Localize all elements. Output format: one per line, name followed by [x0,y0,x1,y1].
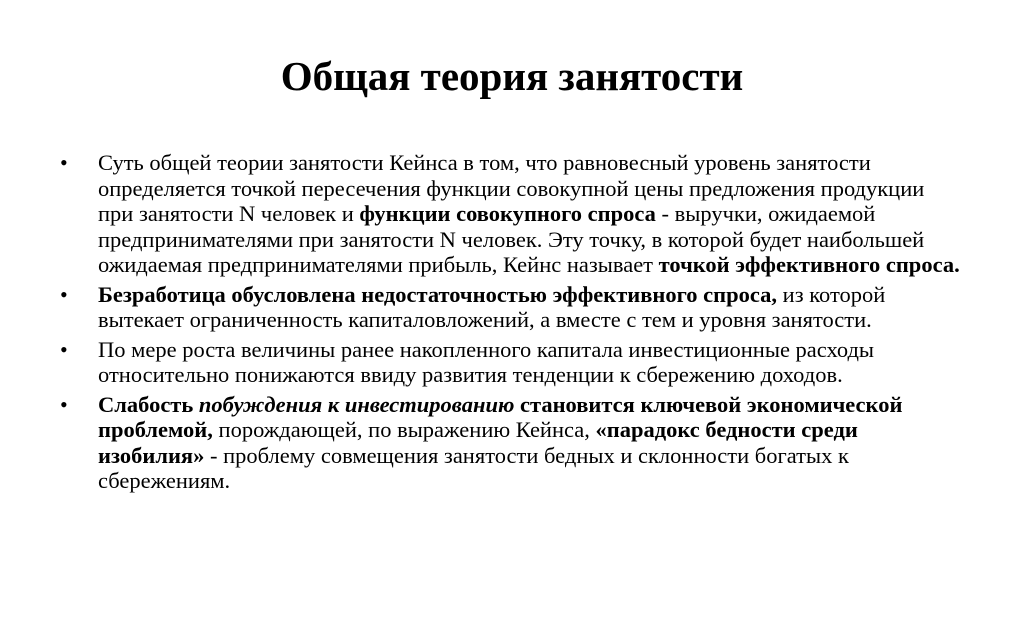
text-segment: порождающей, по выражению Кейнса, [212,417,596,442]
bullet-text [98,392,902,494]
bullet-text [98,282,885,333]
bullet-item [60,282,960,333]
text-segment: точкой эффективного спроса. [658,252,960,277]
text-segment: - выручки, ожидаемой предпринимателями при занятости N человек. Эту точку, в которой будет наибольшей ожидаемая предпринимателями прибыль, Кейнс называет [98,201,925,277]
bullet-marker: • [60,391,68,417]
text-segment: из которой вытекает ограниченность капиталовложений, а вместе с тем и уровня занятости. [98,281,886,332]
text-segment: функции совокупного спроса [359,201,656,226]
bullet-marker: • [60,336,68,362]
text-segment: побуждения к инвестированию [198,391,515,417]
text-segment: Безработица обусловлена недостаточностью эффективного спроса, [98,281,778,307]
text-segment: Суть общей теории занятости Кейнса в том, что равновесный уровень занятости определяется точкой пересечения функции совокупной цены предложения продукции при занятости N человек и [98,150,925,226]
text-segment: Слабость [98,391,199,417]
bullet-list [60,150,960,498]
bullet-item [60,392,960,494]
bullet-marker: • [60,150,68,175]
slide-title: Общая теория занятости [280,53,744,99]
bullet-item [60,337,960,388]
bullet-item [60,150,960,278]
text-segment: становится ключевой экономической проблемой, [98,391,903,442]
bullet-marker: • [60,281,68,307]
text-segment: По мере роста величины ранее накопленного капитала инвестиционные расходы относительно понижаются ввиду развития тенденции к сбережению доходов. [98,336,875,387]
text-segment: - проблему совмещения занятости бедных и склонности богатых к сбережениям. [98,442,849,493]
bullet-text [98,150,960,277]
text-segment: «парадокс бедности среди изобилия» [98,417,858,468]
bullet-text [98,337,874,388]
